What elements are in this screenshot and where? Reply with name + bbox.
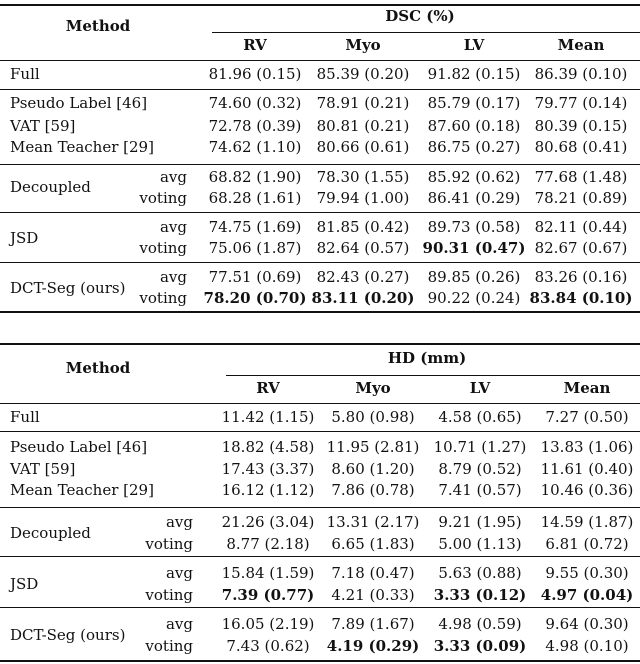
cell: 72.78 (0.39) <box>208 117 302 135</box>
cell: 4.58 (0.65) <box>438 408 522 426</box>
cell: 7.18 (0.47) <box>331 564 415 582</box>
cell: 75.06 (1.87) <box>208 239 302 257</box>
row-label-baseline: VAT [59] <box>10 460 76 478</box>
row-sublabel: avg <box>159 268 187 286</box>
cell: 7.39 (0.77) <box>221 586 315 604</box>
cell: 5.80 (0.98) <box>331 408 415 426</box>
header-rule <box>0 403 640 404</box>
column-header-lv: LV <box>463 36 485 54</box>
row-label-full: Full <box>10 408 40 426</box>
cell: 5.00 (1.13) <box>438 535 522 553</box>
cell: 82.67 (0.67) <box>534 239 628 257</box>
cell: 80.68 (0.41) <box>534 138 628 156</box>
row-label-baseline: Mean Teacher [29] <box>10 481 154 499</box>
cell: 18.82 (4.58) <box>221 438 315 456</box>
cell: 78.21 (0.89) <box>534 189 628 207</box>
row-label-baseline: Pseudo Label [46] <box>10 438 148 456</box>
section-rule <box>0 507 640 508</box>
row-sublabel: avg <box>165 513 193 531</box>
cell: 7.86 (0.78) <box>331 481 415 499</box>
row-sublabel: avg <box>165 564 193 582</box>
cell: 4.97 (0.04) <box>540 586 634 604</box>
section-rule <box>0 556 640 557</box>
column-header-rv: RV <box>243 36 267 54</box>
row-sublabel: voting <box>145 637 193 655</box>
cell: 3.33 (0.09) <box>433 637 527 655</box>
cell: 68.82 (1.90) <box>208 168 302 186</box>
metric-subrule <box>212 32 640 33</box>
row-label-group: DCT-Seg (ours) <box>10 626 126 644</box>
column-header-rv: RV <box>256 379 280 397</box>
cell: 21.26 (3.04) <box>221 513 315 531</box>
cell: 16.05 (2.19) <box>221 615 315 633</box>
cell: 89.73 (0.58) <box>427 218 521 236</box>
cell: 74.62 (1.10) <box>208 138 302 156</box>
row-label-group: JSD <box>10 229 39 247</box>
row-sublabel: avg <box>165 615 193 633</box>
section-rule <box>0 262 640 263</box>
cell: 6.65 (1.83) <box>331 535 415 553</box>
row-label-group: DCT-Seg (ours) <box>10 279 126 297</box>
cell: 9.55 (0.30) <box>545 564 629 582</box>
row-sublabel: avg <box>159 218 187 236</box>
cell: 11.61 (0.40) <box>540 460 634 478</box>
cell: 16.12 (1.12) <box>221 481 315 499</box>
cell: 80.66 (0.61) <box>316 138 410 156</box>
cell: 77.68 (1.48) <box>534 168 628 186</box>
column-header-lv: LV <box>469 379 491 397</box>
section-rule <box>0 607 640 608</box>
row-label-group: Decoupled <box>10 178 91 196</box>
cell: 79.77 (0.14) <box>534 94 628 112</box>
cell: 74.75 (1.69) <box>208 218 302 236</box>
cell: 82.64 (0.57) <box>316 239 410 257</box>
cell: 82.11 (0.44) <box>534 218 628 236</box>
cell: 90.31 (0.47) <box>422 239 526 257</box>
method-header: Method <box>65 359 131 377</box>
section-rule <box>0 164 640 165</box>
cell: 15.84 (1.59) <box>221 564 315 582</box>
cell: 4.21 (0.33) <box>331 586 415 604</box>
cell: 13.83 (1.06) <box>540 438 634 456</box>
cell: 7.89 (1.67) <box>331 615 415 633</box>
cell: 80.39 (0.15) <box>534 117 628 135</box>
cell: 86.41 (0.29) <box>427 189 521 207</box>
cell: 3.33 (0.12) <box>433 586 527 604</box>
cell: 4.98 (0.59) <box>438 615 522 633</box>
row-label-group: Decoupled <box>10 524 91 542</box>
cell: 78.91 (0.21) <box>316 94 410 112</box>
cell: 11.95 (2.81) <box>326 438 420 456</box>
cell: 74.60 (0.32) <box>208 94 302 112</box>
cell: 10.46 (0.36) <box>540 481 634 499</box>
cell: 86.75 (0.27) <box>427 138 521 156</box>
column-header-mean: Mean <box>557 36 605 54</box>
column-header-myo: Myo <box>345 36 381 54</box>
cell: 82.43 (0.27) <box>316 268 410 286</box>
row-sublabel: avg <box>159 168 187 186</box>
row-label-full: Full <box>10 65 40 83</box>
cell: 68.28 (1.61) <box>208 189 302 207</box>
cell: 7.27 (0.50) <box>545 408 629 426</box>
cell: 8.77 (2.18) <box>226 535 310 553</box>
cell: 79.94 (1.00) <box>316 189 410 207</box>
cell: 90.22 (0.24) <box>427 289 521 307</box>
section-rule <box>0 89 640 90</box>
column-header-myo: Myo <box>355 379 391 397</box>
row-sublabel: voting <box>145 586 193 604</box>
cell: 6.81 (0.72) <box>545 535 629 553</box>
metric-header: DSC (%) <box>385 7 455 25</box>
cell: 4.98 (0.10) <box>545 637 629 655</box>
cell: 89.85 (0.26) <box>427 268 521 286</box>
metric-header: HD (mm) <box>387 349 467 367</box>
cell: 8.60 (1.20) <box>331 460 415 478</box>
cell: 87.60 (0.18) <box>427 117 521 135</box>
cell: 81.85 (0.42) <box>316 218 410 236</box>
cell: 81.96 (0.15) <box>208 65 302 83</box>
bottom-rule <box>0 311 640 313</box>
metric-subrule <box>226 375 640 376</box>
row-label-baseline: Mean Teacher [29] <box>10 138 154 156</box>
cell: 91.82 (0.15) <box>427 65 521 83</box>
top-rule <box>0 343 640 345</box>
row-sublabel: voting <box>139 189 187 207</box>
row-label-baseline: Pseudo Label [46] <box>10 94 148 112</box>
cell: 78.20 (0.70) <box>203 289 307 307</box>
cell: 7.41 (0.57) <box>438 481 522 499</box>
cell: 8.79 (0.52) <box>438 460 522 478</box>
cell: 9.21 (1.95) <box>438 513 522 531</box>
cell: 9.64 (0.30) <box>545 615 629 633</box>
cell: 85.92 (0.62) <box>427 168 521 186</box>
bottom-rule <box>0 660 640 662</box>
column-header-mean: Mean <box>563 379 611 397</box>
row-sublabel: voting <box>139 239 187 257</box>
row-label-baseline: VAT [59] <box>10 117 76 135</box>
cell: 78.30 (1.55) <box>316 168 410 186</box>
row-label-group: JSD <box>10 575 39 593</box>
row-sublabel: voting <box>139 289 187 307</box>
cell: 5.63 (0.88) <box>438 564 522 582</box>
cell: 85.39 (0.20) <box>316 65 410 83</box>
section-rule <box>0 431 640 432</box>
cell: 83.26 (0.16) <box>534 268 628 286</box>
cell: 80.81 (0.21) <box>316 117 410 135</box>
header-rule <box>0 60 640 61</box>
method-header: Method <box>65 17 131 35</box>
top-rule <box>0 4 640 6</box>
results-table-2 <box>0 343 640 664</box>
cell: 14.59 (1.87) <box>540 513 634 531</box>
section-rule <box>0 212 640 213</box>
row-sublabel: voting <box>145 535 193 553</box>
cell: 10.71 (1.27) <box>433 438 527 456</box>
cell: 85.79 (0.17) <box>427 94 521 112</box>
cell: 11.42 (1.15) <box>221 408 315 426</box>
cell: 13.31 (2.17) <box>326 513 420 531</box>
cell: 83.84 (0.10) <box>529 289 633 307</box>
cell: 77.51 (0.69) <box>208 268 302 286</box>
cell: 86.39 (0.10) <box>534 65 628 83</box>
cell: 17.43 (3.37) <box>221 460 315 478</box>
results-table-1 <box>0 0 640 315</box>
cell: 4.19 (0.29) <box>326 637 420 655</box>
cell: 83.11 (0.20) <box>311 289 415 307</box>
cell: 7.43 (0.62) <box>226 637 310 655</box>
